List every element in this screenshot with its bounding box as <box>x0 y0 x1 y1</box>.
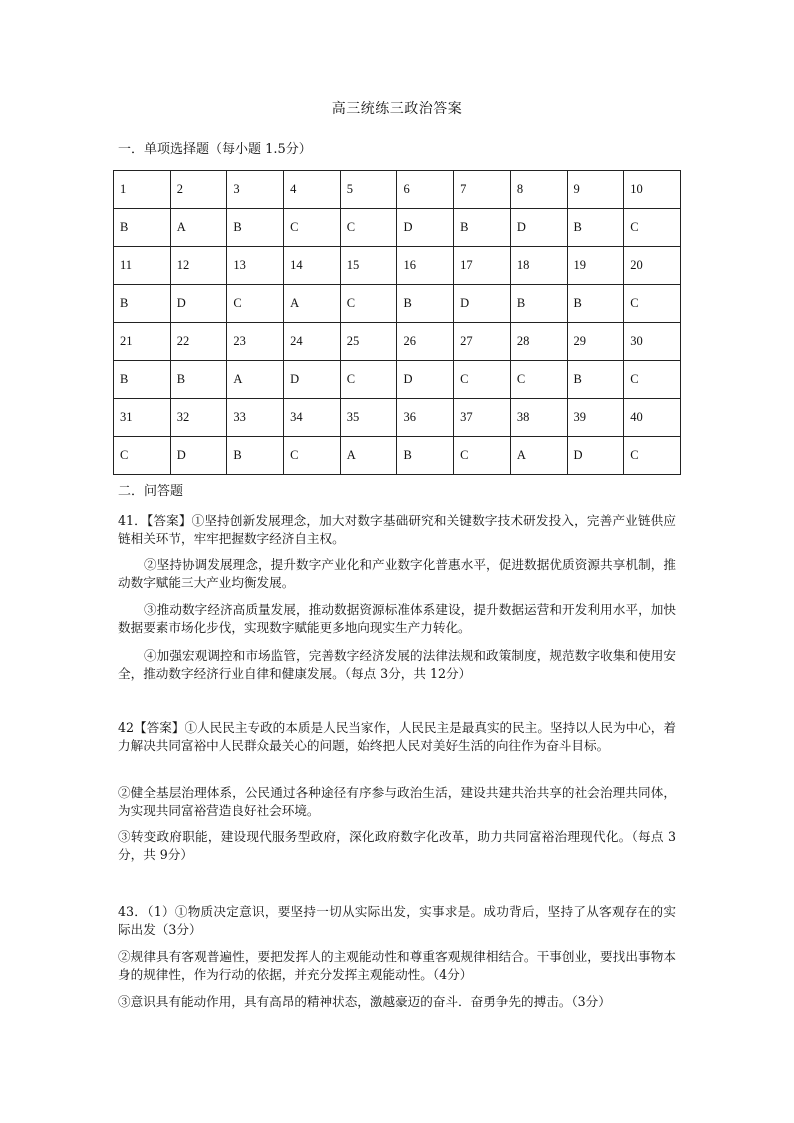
answer-cell: B <box>397 285 454 323</box>
answer-cell: A <box>340 437 397 475</box>
answer-cell: C <box>284 437 341 475</box>
answer-cell: B <box>170 361 227 399</box>
question-number-cell: 7 <box>454 171 511 209</box>
question-number-cell: 26 <box>397 323 454 361</box>
answer-cell: C <box>340 361 397 399</box>
question-number-cell: 37 <box>454 399 511 437</box>
question-number-cell: 39 <box>567 399 624 437</box>
answer-cell: A <box>227 361 284 399</box>
answer-cell: C <box>227 285 284 323</box>
q43-answer-point-1: 43．（1）①物质决定意识，要坚持一切从实际出发，实事求是。成功背后，坚持了从客观存在的实际出发（3分） <box>118 904 676 937</box>
question-number-cell: 13 <box>227 247 284 285</box>
answer-cell: D <box>170 437 227 475</box>
answer-cell: B <box>114 285 171 323</box>
question-number-cell: 4 <box>284 171 341 209</box>
table-row-answers <box>114 209 681 247</box>
q42-answer-point-2: ②健全基层治理体系，公民通过各种途径有序参与政治生活，建设共建共治共享的社会治理共同体，为实现共同富裕营造良好社会环境。 <box>118 785 676 818</box>
answer-table <box>113 170 681 475</box>
answer-cell: C <box>284 209 341 247</box>
q42-answer-point-3: ③转变政府职能，建设现代服务型政府，深化政府数字化改革，助力共同富裕治理现代化。（每点 3分，共 9分） <box>118 829 676 862</box>
answer-cell: B <box>510 285 567 323</box>
answer-cell: C <box>510 361 567 399</box>
question-number-cell: 9 <box>567 171 624 209</box>
question-number-cell: 11 <box>114 247 171 285</box>
table-row-question-numbers <box>114 399 681 437</box>
table-row-answers <box>114 437 681 475</box>
table-row-question-numbers <box>114 247 681 285</box>
question-number-cell: 19 <box>567 247 624 285</box>
answer-cell: A <box>170 209 227 247</box>
q41-answer-point-2: ②坚持协调发展理念，提升数字产业化和产业数字化普惠水平，促进数据优质资源共享机制，推动数字赋能三大产业均衡发展。 <box>118 557 676 590</box>
question-number-cell: 35 <box>340 399 397 437</box>
question-number-cell: 10 <box>624 171 681 209</box>
question-number-cell: 17 <box>454 247 511 285</box>
question-number-cell: 38 <box>510 399 567 437</box>
question-number-cell: 14 <box>284 247 341 285</box>
answer-cell: D <box>397 361 454 399</box>
answer-cell: D <box>567 437 624 475</box>
q41-answer-point-3: ③推动数字经济高质量发展，推动数据资源标准体系建设，提升数据运营和开发利用水平，加快数据要素市场化步伐，实现数字赋能更多地向现实生产力转化。 <box>118 602 676 635</box>
question-number-cell: 6 <box>397 171 454 209</box>
answer-cell: B <box>227 209 284 247</box>
answer-cell: C <box>624 361 681 399</box>
answer-cell: C <box>340 285 397 323</box>
question-number-cell: 3 <box>227 171 284 209</box>
q41-answer-point-4: ④加强宏观调控和市场监管，完善数字经济发展的法律法规和政策制度，规范数字收集和使用安全，推动数字经济行业自律和健康发展。（每点 3分，共 12分） <box>118 648 676 681</box>
question-number-cell: 30 <box>624 323 681 361</box>
answer-cell: B <box>567 209 624 247</box>
answer-cell: D <box>284 361 341 399</box>
question-number-cell: 22 <box>170 323 227 361</box>
q41-answer-point-1: 41．【答案】①坚持创新发展理念，加大对数字基础研究和关键数字技术研发投入，完善产业链供应链相关环节，牢牢把握数字经济自主权。 <box>118 513 676 546</box>
question-number-cell: 33 <box>227 399 284 437</box>
question-number-cell: 25 <box>340 323 397 361</box>
question-number-cell: 40 <box>624 399 681 437</box>
answer-cell: C <box>454 361 511 399</box>
document-title: 高三统练三政治答案 <box>331 101 463 117</box>
question-number-cell: 36 <box>397 399 454 437</box>
answer-cell: A <box>510 437 567 475</box>
answer-cell: C <box>340 209 397 247</box>
table-row-question-numbers <box>114 323 681 361</box>
answer-cell: B <box>114 209 171 247</box>
question-number-cell: 1 <box>114 171 171 209</box>
question-number-cell: 34 <box>284 399 341 437</box>
answer-cell: C <box>624 209 681 247</box>
answer-cell: B <box>397 437 454 475</box>
question-number-cell: 16 <box>397 247 454 285</box>
table-row-question-numbers <box>114 171 681 209</box>
question-number-cell: 8 <box>510 171 567 209</box>
answer-cell: D <box>397 209 454 247</box>
answer-cell: C <box>624 285 681 323</box>
question-number-cell: 12 <box>170 247 227 285</box>
answer-cell: C <box>114 437 171 475</box>
answer-cell: B <box>114 361 171 399</box>
question-number-cell: 29 <box>567 323 624 361</box>
question-number-cell: 5 <box>340 171 397 209</box>
answer-cell: B <box>227 437 284 475</box>
question-number-cell: 27 <box>454 323 511 361</box>
question-number-cell: 20 <box>624 247 681 285</box>
answer-cell: C <box>624 437 681 475</box>
question-number-cell: 28 <box>510 323 567 361</box>
answer-cell: B <box>567 285 624 323</box>
question-number-cell: 24 <box>284 323 341 361</box>
question-number-cell: 21 <box>114 323 171 361</box>
question-number-cell: 2 <box>170 171 227 209</box>
question-number-cell: 18 <box>510 247 567 285</box>
answer-cell: D <box>170 285 227 323</box>
table-row-answers <box>114 285 681 323</box>
answer-cell: A <box>284 285 341 323</box>
question-number-cell: 23 <box>227 323 284 361</box>
q43-answer-point-3: ③意识具有能动作用，具有高昂的精神状态，激越豪迈的奋斗．奋勇争先的搏击。（3分） <box>118 994 611 1009</box>
table-row-answers <box>114 361 681 399</box>
answer-cell: B <box>567 361 624 399</box>
section-heading-multiple-choice: 一．单项选择题（每小题 1.5分） <box>118 142 312 157</box>
question-number-cell: 31 <box>114 399 171 437</box>
section-heading-short-answer: 二．问答题 <box>118 484 184 499</box>
answer-cell: D <box>510 209 567 247</box>
answer-cell: D <box>454 285 511 323</box>
answer-cell: B <box>454 209 511 247</box>
question-number-cell: 15 <box>340 247 397 285</box>
q43-answer-point-2: ②规律具有客观普遍性，要把发挥人的主观能动性和尊重客观规律相结合。干事创业，要找出事物本身的规律性，作为行动的依据，并充分发挥主观能动性。（4分） <box>118 949 676 982</box>
q42-answer-point-1: 42【答案】①人民民主专政的本质是人民当家作，人民民主是最真实的民主。坚持以人民为中心，着力解决共同富裕中人民群众最关心的问题，始终把人民对美好生活的向往作为奋斗目标。 <box>118 720 676 753</box>
question-number-cell: 32 <box>170 399 227 437</box>
answer-cell: C <box>454 437 511 475</box>
